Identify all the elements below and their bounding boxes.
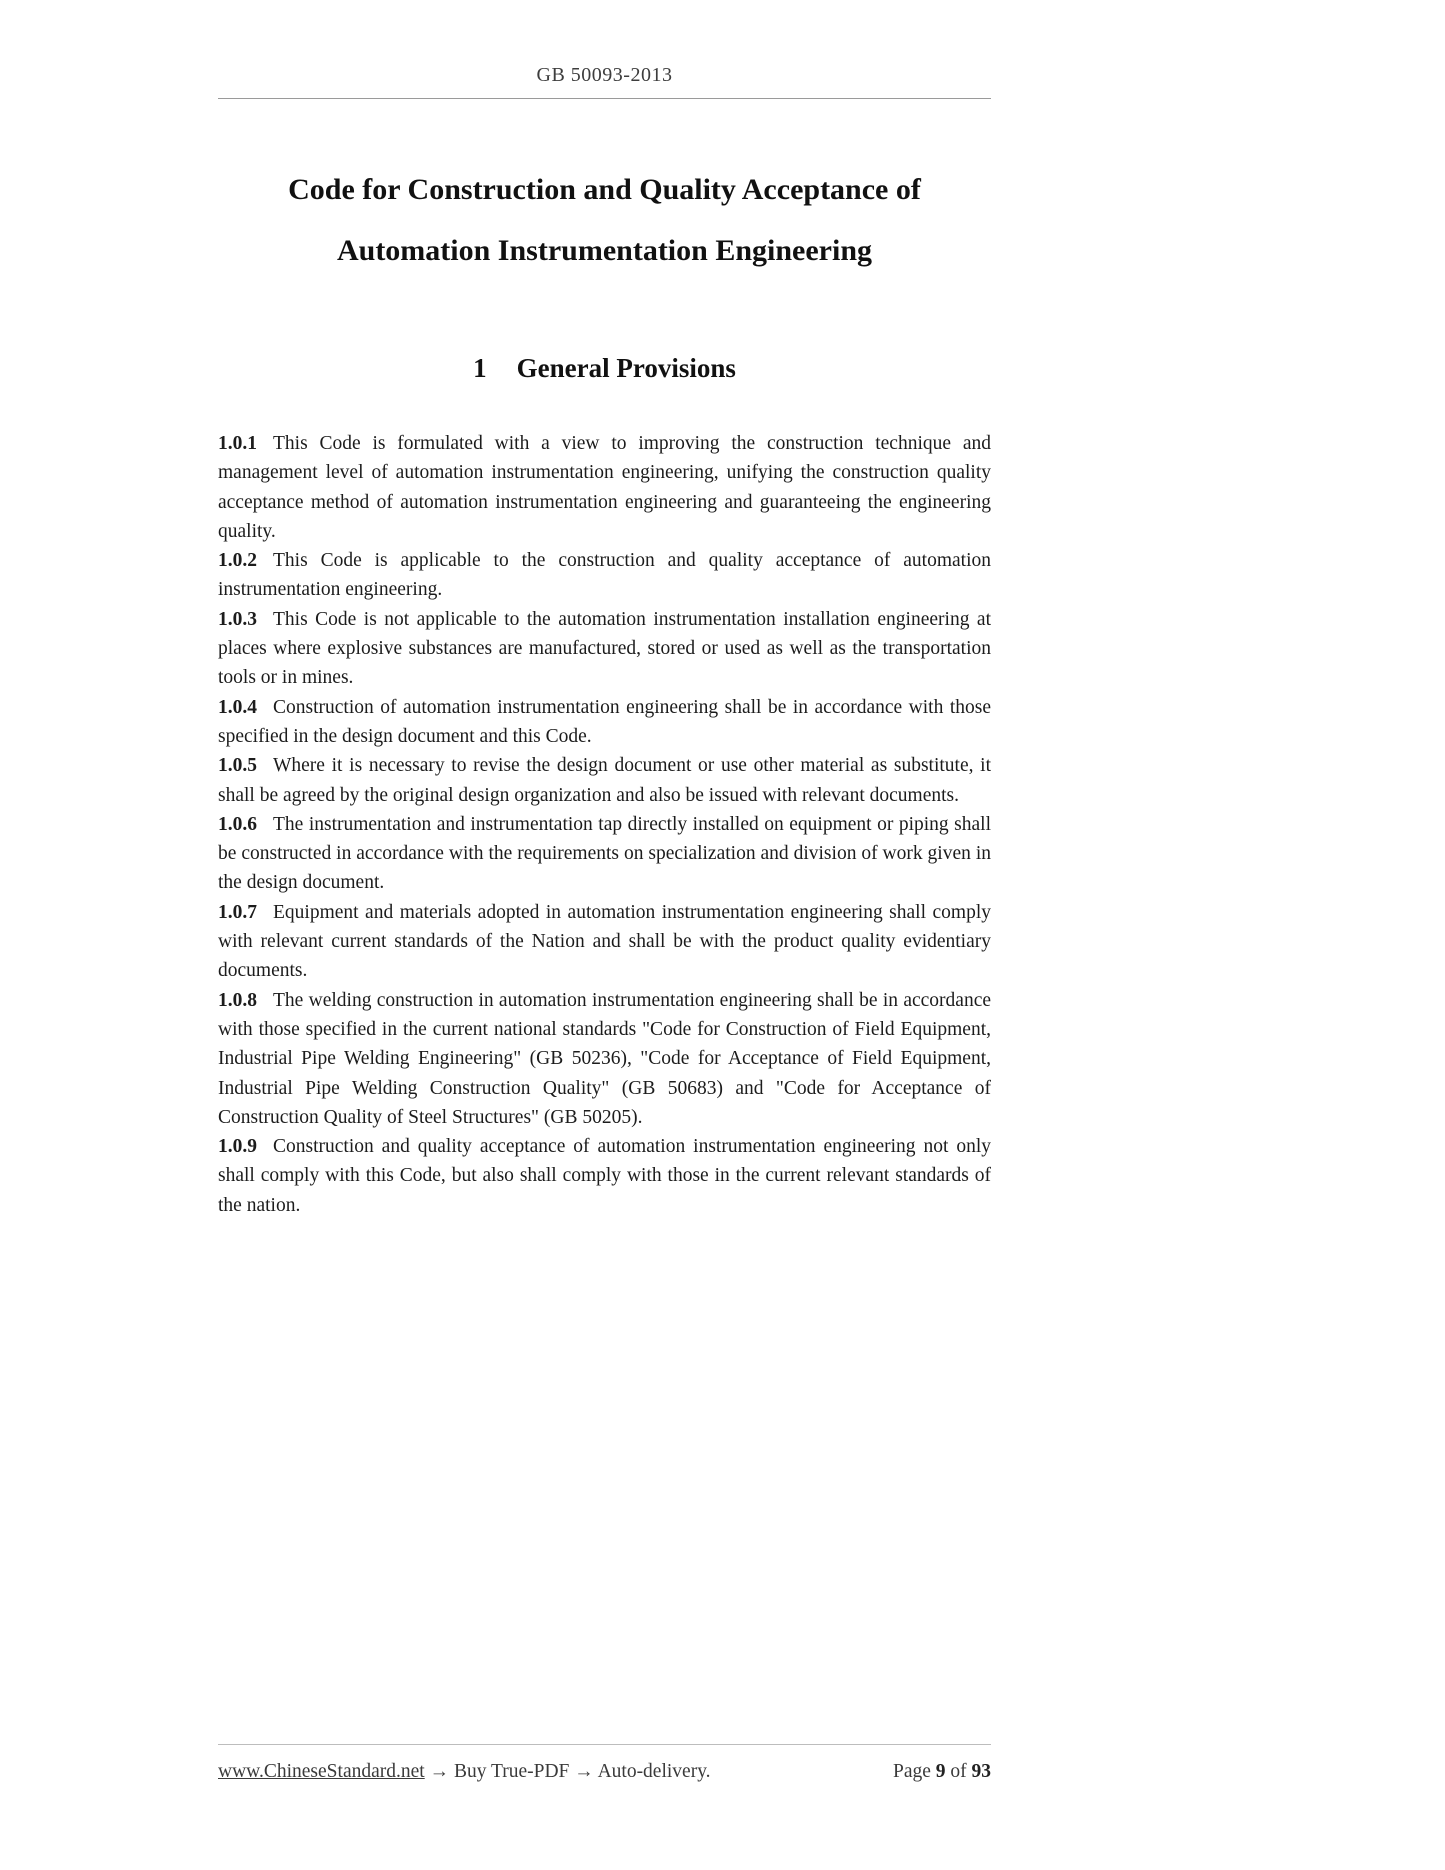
clause-text: Construction of automation instrumentation engineering shall be in accordance with those specified in the design document and this Code.: [218, 696, 991, 747]
clause: [218, 1132, 991, 1220]
footer-buy-label: Buy True-PDF: [453, 1761, 570, 1782]
clause-number: 1.0.7: [218, 901, 257, 923]
arrow-icon: →: [429, 1761, 450, 1782]
clause-text: This Code is formulated with a view to improving the construction technique and management level of automation instrumentation engineering, unifying the construction quality acceptance method of automation instrumentation engineering and guaranteeing the engineering quality.: [218, 433, 991, 542]
clause-number: 1.0.4: [218, 696, 257, 718]
section-title: General Provisions: [516, 353, 736, 383]
total-pages: 93: [971, 1761, 991, 1782]
header-divider: [218, 98, 991, 99]
chinesestandard-link[interactable]: www.ChineseStandard.net: [218, 1761, 425, 1782]
page-number: 9: [935, 1761, 946, 1782]
clause: [218, 751, 991, 810]
document-page: [218, 0, 991, 1220]
clause-text: This Code is applicable to the construction and quality acceptance of automation instrumentation engineering.: [218, 550, 991, 601]
clause-number: 1.0.3: [218, 608, 257, 630]
of-label: of: [950, 1761, 967, 1782]
clause-text: Where it is necessary to revise the design document or use other material as substitute, it shall be agreed by the original design organization and also be issued with relevant documents.: [218, 755, 991, 806]
document-title-line-1: Code for Construction and Quality Acceptance of: [288, 173, 921, 206]
clause-text: This Code is not applicable to the automation instrumentation installation engineering at places where explosive substances are manufactured, stored or used as well as the transportation tools or in mines.: [218, 608, 991, 689]
document-title-line-2: Automation Instrumentation Engineering: [336, 234, 873, 267]
page-label: Page: [892, 1761, 931, 1782]
clause: [218, 429, 991, 546]
clause-text: Construction and quality acceptance of automation instrumentation engineering not only shall comply with this Code, but also shall comply with those in the current relevant standards of the nation.: [218, 1136, 991, 1216]
clause-text: Equipment and materials adopted in automation instrumentation engineering shall comply with relevant current standards of the Nation and shall be with the product quality evidentiary documents.: [218, 901, 991, 982]
clause-text: The instrumentation and instrumentation tap directly installed on equipment or piping shall be constructed in accordance with the requirements on specialization and division of work given in the design document.: [218, 813, 991, 894]
clause-number: 1.0.9: [218, 1136, 257, 1158]
arrow-icon: →: [574, 1761, 594, 1782]
section-heading: [218, 353, 991, 384]
clause-number: 1.0.2: [218, 550, 257, 572]
clause: [218, 810, 991, 898]
section-number: 1: [473, 353, 487, 383]
clause: [218, 546, 991, 605]
clause-number: 1.0.8: [218, 989, 257, 1011]
clause: [218, 898, 991, 986]
clause: [218, 605, 991, 693]
clause-number: 1.0.1: [218, 433, 257, 454]
clause: [218, 693, 991, 752]
page-indicator: [893, 1761, 991, 1783]
clause-number: 1.0.5: [218, 755, 257, 777]
body-text: [218, 429, 991, 1220]
clause-number: 1.0.6: [218, 813, 257, 835]
clause: [218, 986, 991, 1132]
clause-text: The welding construction in automation instrumentation engineering shall be in accordance with those specified in the current national standards "Code for Construction of Field Equipment, Industrial Pipe Welding Engineering" (GB 50236), "Code for Acceptance of Field Equipment, Industrial Pipe Welding Construction Quality" (GB 50683) and "Code for Acceptance of Construction Quality of Steel Structures" (GB 50205).: [218, 989, 991, 1128]
footer-delivery-label: Auto-delivery.: [597, 1761, 711, 1782]
footer-source-line: [218, 1761, 711, 1783]
document-title: [218, 173, 991, 267]
page-footer: [218, 1744, 991, 1783]
doc-number-header: GB 50093-2013: [536, 64, 673, 86]
